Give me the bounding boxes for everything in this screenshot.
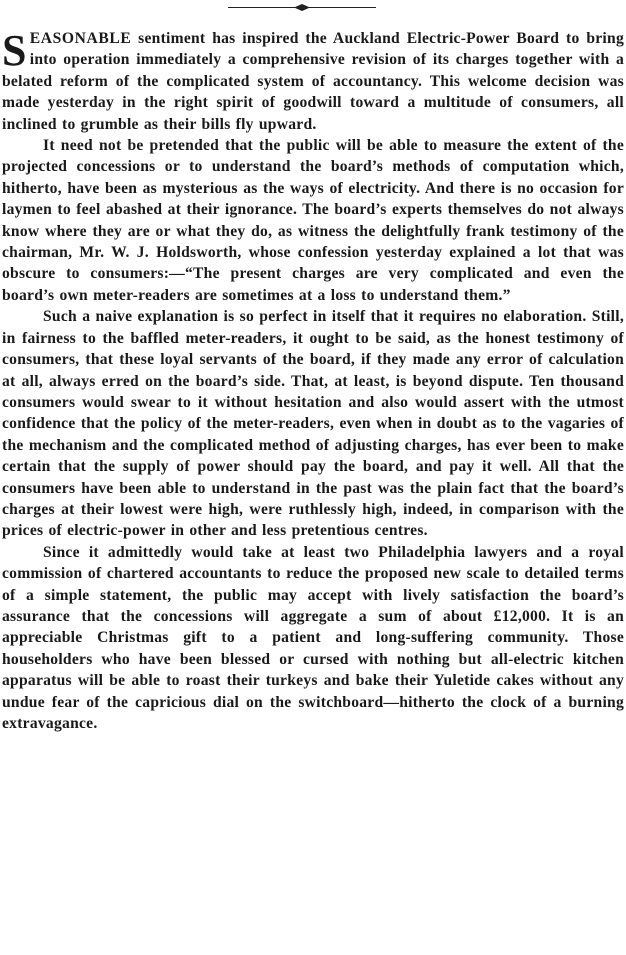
paragraph-1	[2, 28, 624, 135]
paragraph-2: It need not be pretended that the public will be able to measure the extent of the projected concessions or to understand the board’s methods of computation which, hitherto, have been as mysterious as the ways of electricity. And there is no occasion for laymen to feel abashed at their ignorance. The board’s experts themselves do not always know where they are or what they do, as witness the delightfully frank testimony of the chairman, Mr. W. J. Holdsworth, whose confession yesterday explained a lot that was obscure to consumers:—“The present charges are very complicated and even the board’s own meter-readers are sometimes at a loss to understand them.”	[2, 137, 624, 304]
ornamental-rule	[228, 4, 376, 12]
editorial-article	[2, 28, 624, 734]
diamond-ornament-icon	[294, 4, 310, 11]
drop-cap: S	[2, 26, 27, 75]
lead-in-caps: EASONABLE	[29, 30, 132, 47]
paragraph-4: Since it admittedly would take at least two Philadelphia lawyers and a royal commission of chartered accountants to reduce the proposed new scale to detailed terms of a simple statement, the public may accept with lively satisfaction the board’s assurance that the concessions will aggregate a sum of about £12,000. It is an appreciable Christmas gift to a patient and long-suffering community. Those householders who have been blessed or cursed with nothing but all-electric kitchen apparatus will be able to roast their turkeys and bake their Yuletide cakes without any undue fear of the capricious dial on the switchboard—hitherto the clock of a burning extravagance.	[2, 543, 624, 732]
paragraph-1-text: sentiment has inspired the Auckland Electric-Power Board to bring into operation immediately a comprehensive revision of its charges together with a belated reform of the complicated system of accountancy. This welcome decision was made yesterday in the right spirit of goodwill toward a multitude of consumers, all inclined to grumble as their bills fly upward.	[2, 30, 624, 133]
paragraph-3: Such a naive explanation is so perfect in itself that it requires no elaboration. Still, in fairness to the baffled meter-readers, it ought to be said, as the honest testimony of consumers, that these loyal servants of the board, if they made any error of calculation at all, always erred on the board’s side. That, at least, is beyond dispute. Ten thousand consumers would swear to it without hesitation and also would assert with the utmost confidence that the policy of the meter-readers, even when in doubt as to the vagaries of the mechanism and the complicated method of adjusting charges, has ever been to make certain that the supply of power should pay the board, and pay it well. All that the consumers have been able to understand in the past was the plain fact that the board’s charges at their lowest were high, were ruthlessly high, indeed, in comparison with the prices of electric-power in other and less pretentious centres.	[2, 308, 624, 540]
